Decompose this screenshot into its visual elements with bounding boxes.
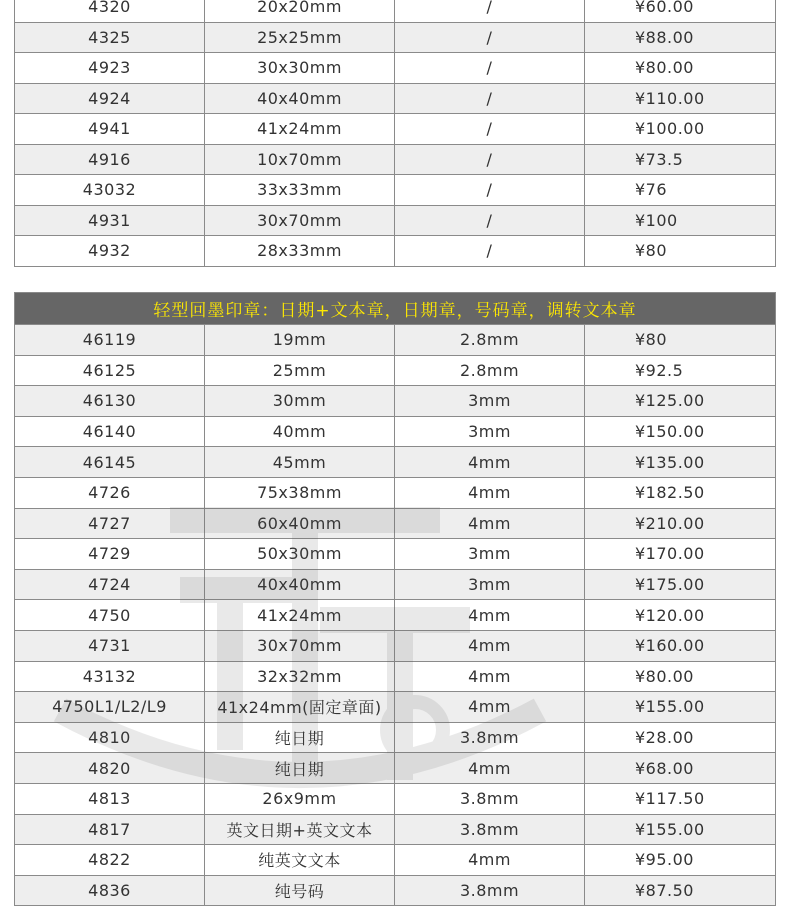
price-table-2-body <box>15 293 776 906</box>
table-row <box>15 539 776 570</box>
model-code-cell: 4941 <box>15 114 205 145</box>
spec-cell: 2.8mm <box>395 355 585 386</box>
model-code-cell: 4726 <box>15 477 205 508</box>
price-cell <box>585 539 776 570</box>
model-code-cell: 4820 <box>15 753 205 784</box>
spec-cell: 4mm <box>395 845 585 876</box>
price-value: ¥92.5 <box>635 360 684 380</box>
size-cell: 纯日期 <box>205 722 395 753</box>
size-cell: 纯日期 <box>205 753 395 784</box>
size-cell: 40x40mm <box>205 83 395 114</box>
model-code-cell: 46145 <box>15 447 205 478</box>
price-table-1-body <box>15 0 776 266</box>
price-value: ¥73.5 <box>635 149 684 169</box>
price-value: ¥210.00 <box>635 513 705 533</box>
price-value: ¥60.00 <box>635 0 694 17</box>
model-code-cell: 4750 <box>15 600 205 631</box>
model-code-cell: 46119 <box>15 325 205 356</box>
size-cell: 25mm <box>205 355 395 386</box>
spec-cell: 3mm <box>395 416 585 447</box>
price-value: ¥100 <box>635 210 678 230</box>
price-cell <box>585 783 776 814</box>
table-row <box>15 205 776 236</box>
price-cell <box>585 692 776 723</box>
size-cell: 75x38mm <box>205 477 395 508</box>
size-cell: 45mm <box>205 447 395 478</box>
price-value: ¥80.00 <box>635 58 694 78</box>
model-code-cell: 4836 <box>15 875 205 906</box>
price-value: ¥175.00 <box>635 575 705 595</box>
table-row <box>15 692 776 723</box>
spec-cell: / <box>395 83 585 114</box>
spec-cell: 4mm <box>395 753 585 784</box>
price-value: ¥68.00 <box>635 758 694 778</box>
size-cell: 19mm <box>205 325 395 356</box>
price-cell <box>585 477 776 508</box>
table-row <box>15 447 776 478</box>
price-value: ¥155.00 <box>635 697 705 717</box>
table-row <box>15 325 776 356</box>
price-value: ¥170.00 <box>635 544 705 564</box>
size-cell: 30x30mm <box>205 53 395 84</box>
price-value: ¥28.00 <box>635 728 694 748</box>
model-code-cell: 46140 <box>15 416 205 447</box>
price-cell <box>585 845 776 876</box>
model-code-cell: 46125 <box>15 355 205 386</box>
price-value: ¥95.00 <box>635 850 694 870</box>
price-cell <box>585 0 776 22</box>
model-code-cell: 4817 <box>15 814 205 845</box>
size-cell: 26x9mm <box>205 783 395 814</box>
size-cell: 32x32mm <box>205 661 395 692</box>
table-row <box>15 175 776 206</box>
table-row <box>15 236 776 267</box>
price-value: ¥110.00 <box>635 88 705 108</box>
price-value: ¥76 <box>635 180 668 200</box>
spec-cell: 3.8mm <box>395 722 585 753</box>
price-value: ¥150.00 <box>635 422 705 442</box>
price-value: ¥182.50 <box>635 483 705 503</box>
table-row <box>15 477 776 508</box>
table-row <box>15 416 776 447</box>
price-value: ¥80 <box>635 241 668 261</box>
price-cell <box>585 175 776 206</box>
table-row <box>15 0 776 22</box>
price-cell <box>585 722 776 753</box>
table-row <box>15 386 776 417</box>
table-row <box>15 722 776 753</box>
model-code-cell: 4325 <box>15 22 205 53</box>
size-cell: 41x24mm <box>205 600 395 631</box>
spec-cell: 3.8mm <box>395 814 585 845</box>
model-code-cell: 4923 <box>15 53 205 84</box>
model-code-cell: 4731 <box>15 630 205 661</box>
table-row <box>15 814 776 845</box>
spec-cell: 4mm <box>395 477 585 508</box>
price-cell <box>585 325 776 356</box>
price-cell <box>585 630 776 661</box>
price-value: ¥100.00 <box>635 119 705 139</box>
spec-cell: 3.8mm <box>395 875 585 906</box>
price-cell <box>585 114 776 145</box>
price-cell <box>585 508 776 539</box>
price-value: ¥160.00 <box>635 636 705 656</box>
price-cell <box>585 416 776 447</box>
model-code-cell: 4729 <box>15 539 205 570</box>
price-cell <box>585 355 776 386</box>
price-value: ¥80.00 <box>635 666 694 686</box>
model-code-cell: 4932 <box>15 236 205 267</box>
size-cell: 60x40mm <box>205 508 395 539</box>
size-cell: 28x33mm <box>205 236 395 267</box>
model-code-cell: 43032 <box>15 175 205 206</box>
table-row <box>15 753 776 784</box>
price-value: ¥135.00 <box>635 452 705 472</box>
price-cell <box>585 447 776 478</box>
spec-cell: 4mm <box>395 447 585 478</box>
price-value: ¥87.50 <box>635 880 694 900</box>
spec-cell: / <box>395 144 585 175</box>
price-value: ¥155.00 <box>635 819 705 839</box>
price-cell <box>585 600 776 631</box>
table-row <box>15 630 776 661</box>
price-table-1 <box>14 0 776 267</box>
size-cell: 30mm <box>205 386 395 417</box>
price-cell <box>585 53 776 84</box>
spec-cell: 3mm <box>395 539 585 570</box>
table-row <box>15 114 776 145</box>
model-code-cell: 4924 <box>15 83 205 114</box>
size-cell: 50x30mm <box>205 539 395 570</box>
model-code-cell: 4320 <box>15 0 205 22</box>
spec-cell: / <box>395 0 585 22</box>
price-cell <box>585 22 776 53</box>
spec-cell: 4mm <box>395 661 585 692</box>
size-cell: 英文日期+英文文本 <box>205 814 395 845</box>
table-row <box>15 875 776 906</box>
table-row <box>15 22 776 53</box>
table-title-row <box>15 293 776 325</box>
price-cell <box>585 661 776 692</box>
model-code-cell: 46130 <box>15 386 205 417</box>
model-code-cell: 4813 <box>15 783 205 814</box>
spec-cell: 4mm <box>395 630 585 661</box>
size-cell: 40x40mm <box>205 569 395 600</box>
table-row <box>15 83 776 114</box>
size-cell: 纯号码 <box>205 875 395 906</box>
price-cell <box>585 875 776 906</box>
spec-cell: / <box>395 205 585 236</box>
spec-cell: 4mm <box>395 600 585 631</box>
size-cell: 30x70mm <box>205 630 395 661</box>
price-cell <box>585 205 776 236</box>
price-value: ¥120.00 <box>635 605 705 625</box>
spec-cell: / <box>395 22 585 53</box>
spec-cell: / <box>395 236 585 267</box>
price-cell <box>585 236 776 267</box>
size-cell: 41x24mm <box>205 114 395 145</box>
price-value: ¥80 <box>635 330 668 350</box>
size-cell: 30x70mm <box>205 205 395 236</box>
spec-cell: 3.8mm <box>395 783 585 814</box>
table-row <box>15 144 776 175</box>
spec-cell: 4mm <box>395 508 585 539</box>
price-value: ¥125.00 <box>635 391 705 411</box>
spec-cell: / <box>395 53 585 84</box>
spec-cell: 3mm <box>395 386 585 417</box>
price-cell <box>585 814 776 845</box>
price-cell <box>585 83 776 114</box>
table-row <box>15 53 776 84</box>
price-value: ¥88.00 <box>635 27 694 47</box>
size-cell: 纯英文文本 <box>205 845 395 876</box>
price-cell <box>585 569 776 600</box>
table-row <box>15 783 776 814</box>
size-cell: 20x20mm <box>205 0 395 22</box>
model-code-cell: 4810 <box>15 722 205 753</box>
price-table-2 <box>14 292 776 906</box>
spec-cell: / <box>395 114 585 145</box>
table-row <box>15 355 776 386</box>
size-cell: 10x70mm <box>205 144 395 175</box>
model-code-cell: 4724 <box>15 569 205 600</box>
spec-cell: / <box>395 175 585 206</box>
size-cell: 25x25mm <box>205 22 395 53</box>
price-cell <box>585 386 776 417</box>
model-code-cell: 4822 <box>15 845 205 876</box>
size-cell: 40mm <box>205 416 395 447</box>
size-cell: 41x24mm(固定章面) <box>205 692 395 723</box>
table-row <box>15 845 776 876</box>
table-row <box>15 661 776 692</box>
model-code-cell: 4727 <box>15 508 205 539</box>
price-cell <box>585 753 776 784</box>
price-cell <box>585 144 776 175</box>
table-row <box>15 600 776 631</box>
table-row <box>15 508 776 539</box>
model-code-cell: 4916 <box>15 144 205 175</box>
model-code-cell: 4750L1/L2/L9 <box>15 692 205 723</box>
spec-cell: 3mm <box>395 569 585 600</box>
table-title: 轻型回墨印章：日期+文本章，日期章，号码章，调转文本章 <box>15 293 776 325</box>
spec-cell: 2.8mm <box>395 325 585 356</box>
table-row <box>15 569 776 600</box>
size-cell: 33x33mm <box>205 175 395 206</box>
model-code-cell: 43132 <box>15 661 205 692</box>
spec-cell: 4mm <box>395 692 585 723</box>
price-value: ¥117.50 <box>635 789 705 809</box>
model-code-cell: 4931 <box>15 205 205 236</box>
